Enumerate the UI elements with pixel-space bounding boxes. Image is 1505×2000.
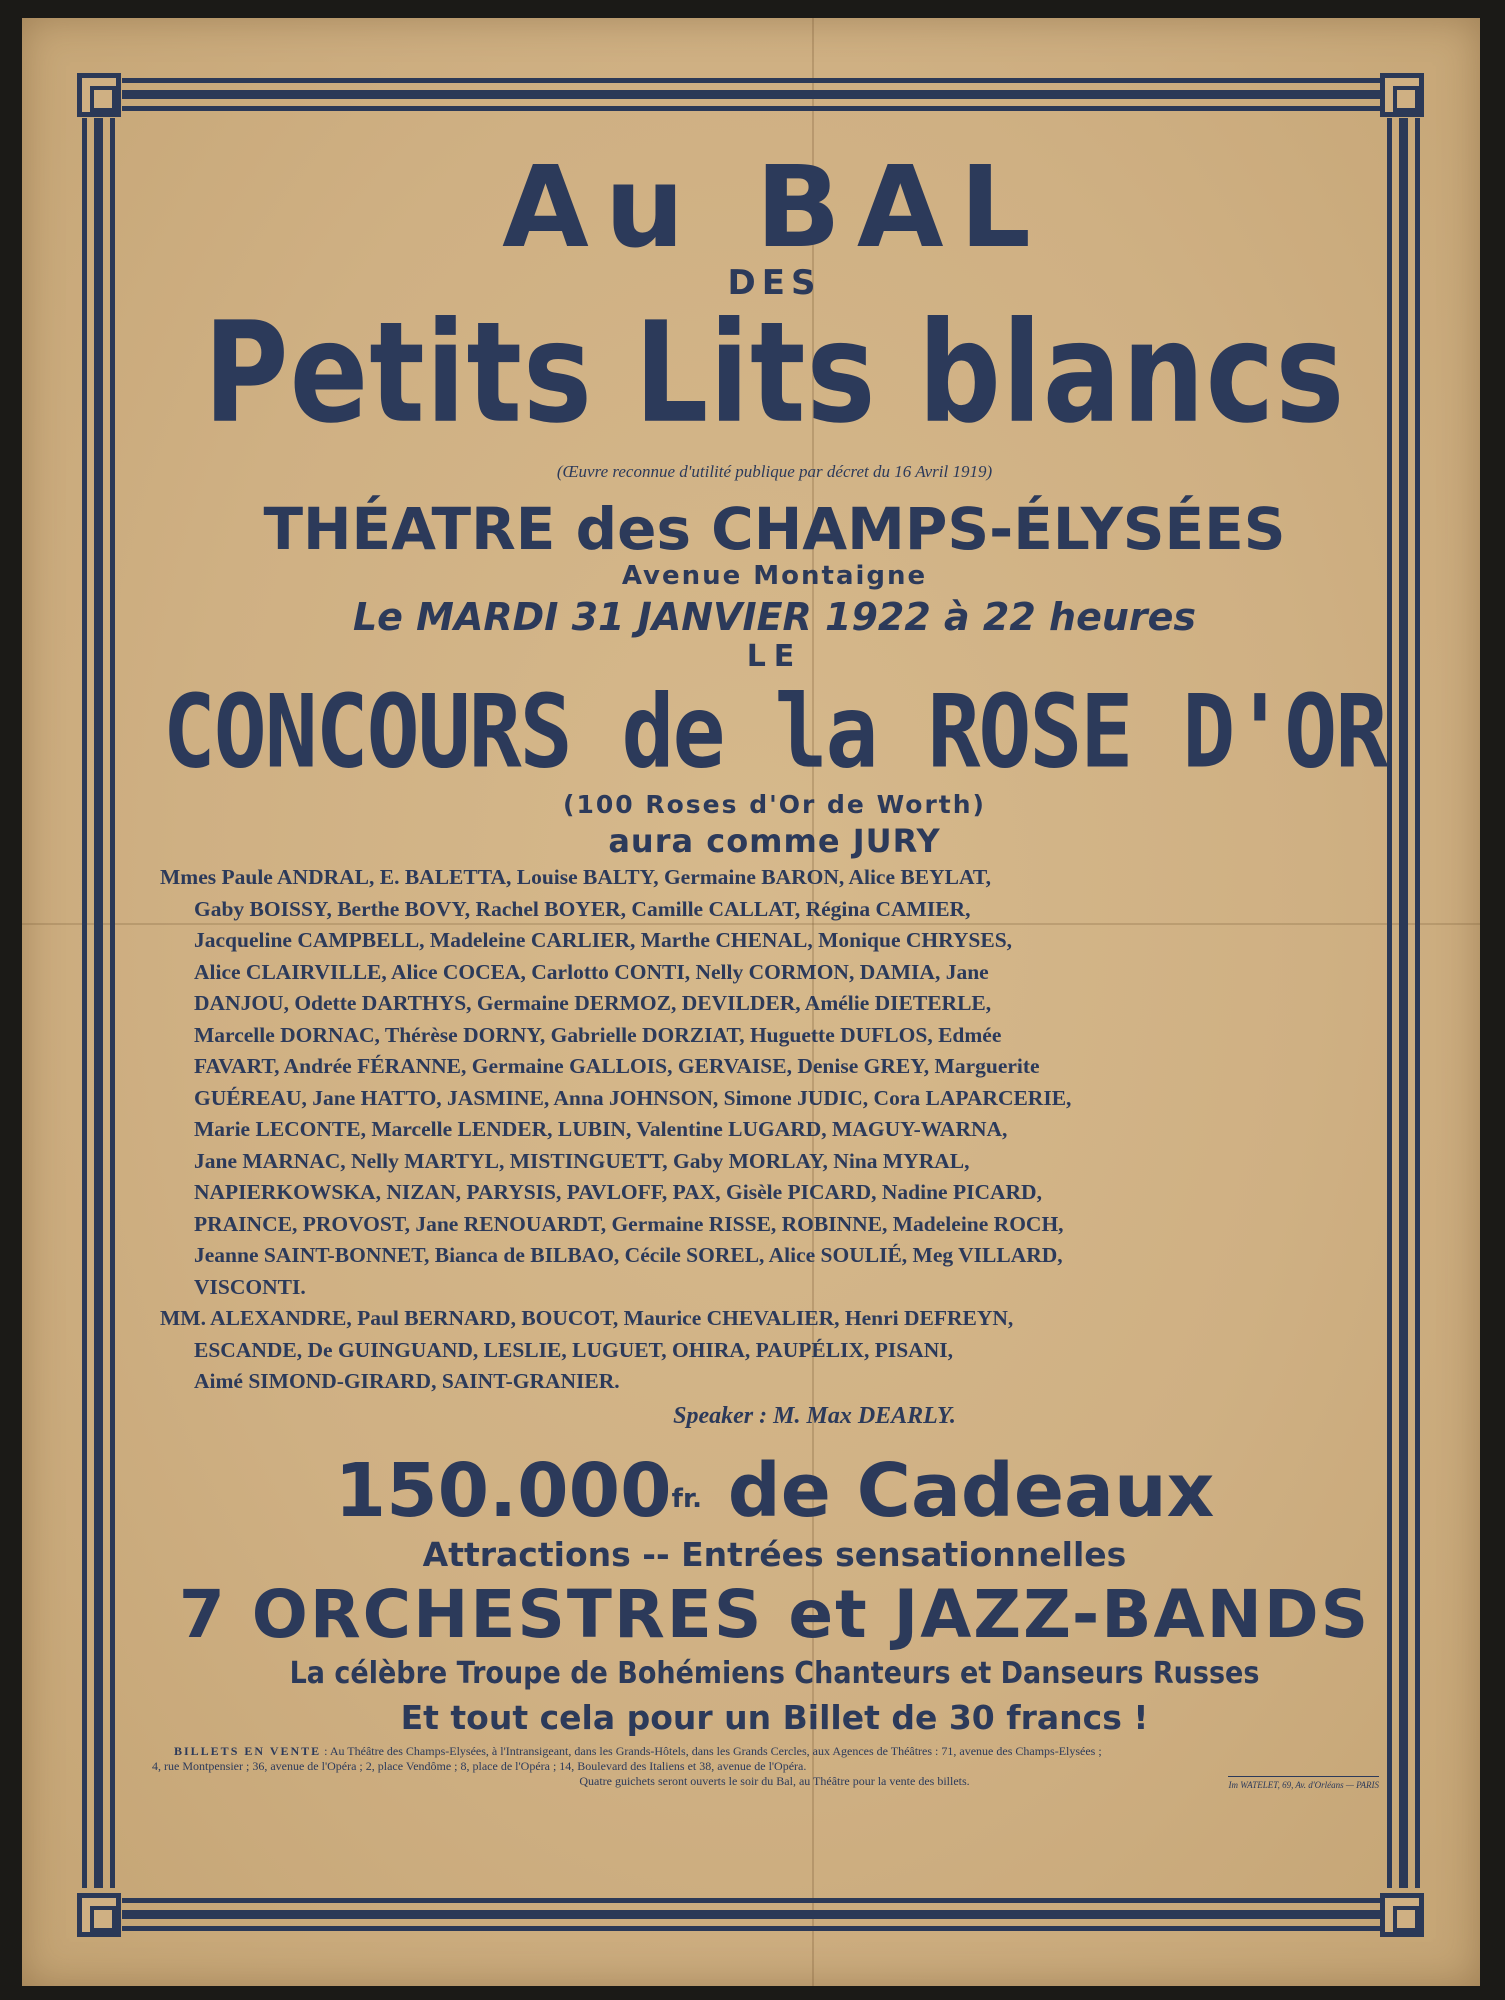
title-des: DES	[727, 263, 822, 303]
frame-left-line	[94, 118, 103, 1888]
jury-line: Jeanne SAINT-BONNET, Bianca de BILBAO, Cécile SOREL, Alice SOULIÉ, Meg VILLARD,	[194, 1243, 1063, 1267]
jury-line: PRAINCE, PROVOST, Jane RENOUARDT, Germaine RISSE, ROBINNE, Madeleine ROCH,	[194, 1211, 1064, 1236]
cadeaux-headline	[152, 1446, 1397, 1536]
frame-bottom-line	[122, 1910, 1380, 1919]
jury-line: Marie LECONTE, Marcelle LENDER, LUBIN, Valentine LUGARD, MAGUY-WARNA,	[194, 1117, 1008, 1141]
jury-line: Mmes Paule ANDRAL, E. BALETTA, Louise BALTY, Germaine BARON, Alice BEYLAT,	[160, 865, 991, 889]
le-label: LE	[746, 639, 803, 674]
jury-line: Gaby BOISSY, Berthe BOVY, Rachel BOYER, Camille CALLAT, Régina CAMIER,	[194, 896, 971, 921]
roses-note: (100 Roses d'Or de Worth)	[563, 790, 986, 819]
frame-top-line	[122, 90, 1380, 99]
jury-line: NAPIERKOWSKA, NIZAN, PARYSIS, PAVLOFF, PAX, Gisèle PICARD, Nadine PICARD,	[194, 1180, 1042, 1204]
cadeaux-text: de Cadeaux	[727, 1447, 1215, 1534]
frame-corner-ornament	[1380, 73, 1424, 117]
jury-list-women	[152, 862, 1397, 1303]
billet-price-line: Et tout cela pour un Billet de 30 francs !	[400, 1697, 1149, 1737]
frame-top-line	[122, 78, 1380, 83]
jury-heading: aura comme JURY	[608, 822, 941, 860]
billets-line-1	[152, 1744, 1397, 1759]
cadeaux-unit: fr.	[671, 1483, 702, 1514]
billets-text-1: : Au Théâtre des Champs-Elysées, à l'Intransigeant, dans les Grands-Hôtels, dans les Grands Cercles, aux Agences de Théâtres : 71, avenue des Champs-Elysées ;	[324, 1743, 1102, 1758]
title-petits-lits-blancs: Petits Lits blancs	[203, 292, 1346, 455]
jury-line: Marcelle DORNAC, Thérèse DORNY, Gabrielle DORZIAT, Huguette DUFLOS, Edmée	[194, 1022, 1002, 1047]
billets-info	[152, 1744, 1397, 1789]
venue: THÉATRE des CHAMPS-ÉLYSÉES	[263, 495, 1286, 563]
frame-corner-ornament	[77, 1893, 121, 1937]
attractions-line: Attractions -- Entrées sensationnelles	[422, 1534, 1127, 1574]
jury-line: ESCANDE, De GUINGUAND, LESLIE, LUGUET, OHIRA, PAUPÉLIX, PISANI,	[194, 1337, 953, 1362]
event-title: CONCOURS de la ROSE D'OR	[162, 672, 1387, 791]
frame-corner-ornament	[1380, 1893, 1424, 1937]
jury-line: Alice CLAIRVILLE, Alice COCEA, Carlotto CONTI, Nelly CORMON, DAMIA, Jane	[194, 959, 989, 984]
oeuvre-note: (Œuvre reconnue d'utilité publique par décret du 16 Avril 1919)	[556, 462, 993, 481]
jury-line: MM. ALEXANDRE, Paul BERNARD, BOUCOT, Maurice CHEVALIER, Henri DEFREYN,	[160, 1306, 1014, 1330]
frame-top-line	[122, 106, 1380, 111]
event-date: Le MARDI 31 JANVIER 1922 à 22 heures	[352, 595, 1197, 639]
billets-label: BILLETS EN VENTE	[174, 1743, 322, 1758]
address: Avenue Montaigne	[621, 561, 928, 591]
jury-line: FAVART, Andrée FÉRANNE, Germaine GALLOIS, GERVAISE, Denise GREY, Marguerite	[194, 1054, 1040, 1078]
jury-line: DANJOU, Odette DARTHYS, Germaine DERMOZ, DEVILDER, Amélie DIETERLE,	[194, 991, 992, 1015]
frame-right-line	[1415, 118, 1420, 1888]
jury-line: Jane MARNAC, Nelly MARTYL, MISTINGUETT, Gaby MORLAY, Nina MYRAL,	[194, 1148, 970, 1173]
frame-bottom-line	[122, 1898, 1380, 1903]
jury-line: Aimé SIMOND-GIRARD, SAINT-GRANIER.	[194, 1369, 620, 1393]
jury-line: GUÉREAU, Jane HATTO, JASMINE, Anna JOHNSON, Simone JUDIC, Cora LAPARCERIE,	[194, 1085, 1072, 1110]
orchestres-line: 7 ORCHESTRES et JAZZ-BANDS	[178, 1575, 1371, 1653]
printer-mark: Im WATELET, 69, Av. d'Orléans — PARIS	[1228, 1776, 1379, 1793]
frame-corner-ornament	[77, 73, 121, 117]
billets-line-3: Quatre guichets seront ouverts le soir du Bal, au Théâtre pour la vente des billets.	[579, 1773, 970, 1788]
poster-sheet	[22, 18, 1480, 1986]
speaker-line: Speaker : M. Max DEARLY.	[673, 1402, 956, 1429]
frame-right-line	[1399, 118, 1408, 1888]
cadeaux-amount: 150.000	[334, 1447, 672, 1534]
bohemiens-line: La célèbre Troupe de Bohémiens Chanteurs et Danseurs Russes	[289, 1655, 1260, 1691]
frame-left-line	[82, 118, 87, 1888]
billets-line-2: 4, rue Montpensier ; 36, avenue de l'Opéra ; 2, place Vendôme ; 8, place de l'Opéra ; 14, Boulevard des Italiens et 38, avenue de l'Opéra.	[152, 1758, 807, 1773]
jury-list-men	[152, 1303, 1397, 1398]
poster-content	[152, 138, 1397, 1789]
frame-left-line	[110, 118, 115, 1888]
jury-line: Jacqueline CAMPBELL, Madeleine CARLIER, Marthe CHENAL, Monique CHRYSES,	[194, 928, 1013, 952]
frame-bottom-line	[122, 1926, 1380, 1931]
jury-line: VISCONTI.	[194, 1274, 306, 1299]
title-au-bal: Au BAL	[502, 143, 1047, 273]
